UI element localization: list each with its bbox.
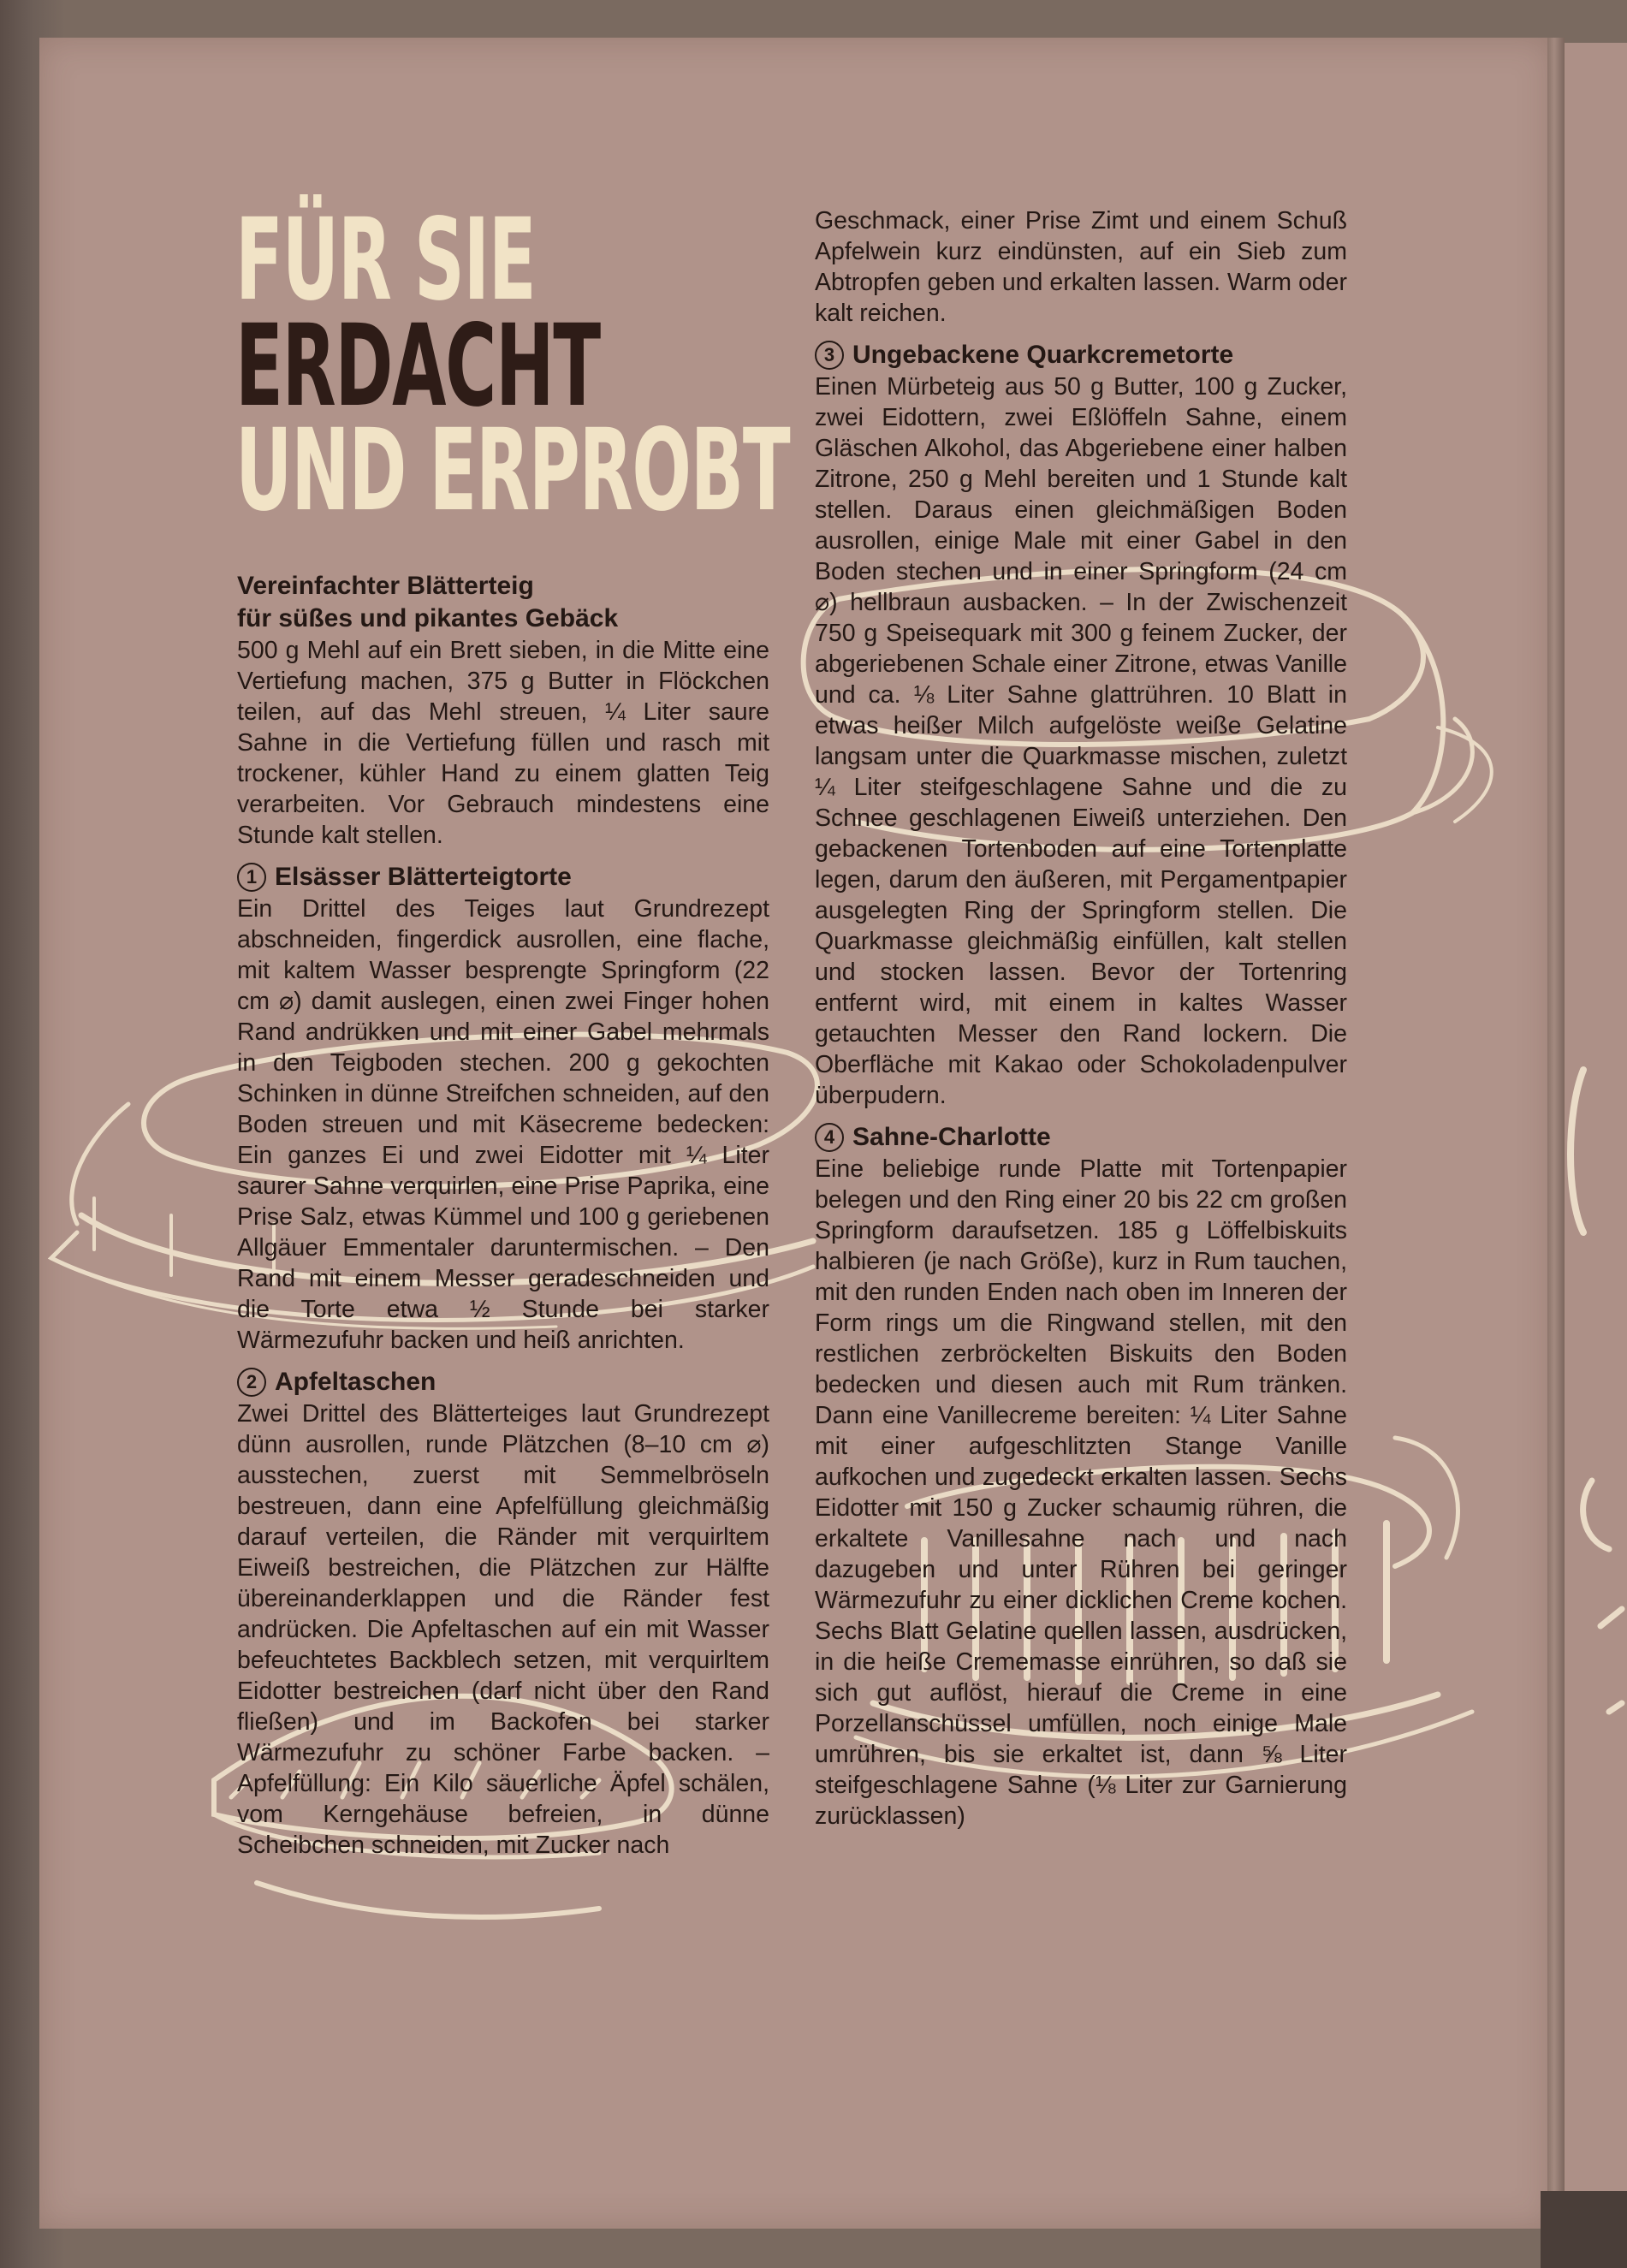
recipe-3-title: Ungebackene Quarkcremetorte bbox=[852, 341, 1234, 369]
intro-heading-line-1: Vereinfachter Blätterteig bbox=[237, 572, 534, 600]
recipe-4-heading bbox=[815, 1121, 1347, 1154]
recipe-4-text: Eine beliebige runde Platte mit Tortenpapier belegen und den Ring einer 20 bis 22 cm großen Springform daraufsetzen. 185 g Löffelbiskuits halbieren (je nach Größe), kurz in Rum tauchen, mit den runden Enden nach oben im Inneren der Form rings um die Ringwand stellen, mit den restlichen zerbröckelten Biskuits den Boden bedecken und diesen auch mit Rum tränken. Dann eine Vanillecreme bereiten: ¼ Liter Sahne mit einer aufgeschlitzten Stange Vanille aufkochen und zugedeckt erkalten lassen. Sechs Eidotter mit 150 g Zucker schaumig rühren, die erkaltete Vanillesahne nach und nach dazugeben und unter Rühren bei geringer Wärmezufuhr zu einer dicklichen Creme kochen. Sechs Blatt Gelatine quellen lassen, ausdrücken, in die heiße Crememasse einrühren, so daß sie sich gut auflöst, hierauf die Creme in eine Porzellanschüssel umfüllen, noch einige Male umrühren, bis sie erkaltet ist, dann ⅝ Liter steifgeschlagene Sahne (⅛ Liter zur Garnierung zurücklassen) bbox=[815, 1155, 1347, 1830]
intro-heading-line-2: für süßes und pikantes Gebäck bbox=[237, 604, 619, 632]
title-line-2: ERDACHT bbox=[235, 300, 600, 432]
recipe-4-number: 4 bbox=[815, 1123, 844, 1152]
recipe-1-heading bbox=[237, 861, 769, 894]
recipe-3-text: Einen Mürbeteig aus 50 g Butter, 100 g Zucker, zwei Eidottern, zwei Eßlöffeln Sahne, einem Gläschen Alkohol, das Abgeriebene einer halben Zitrone, 250 g Mehl bereiten und 1 Stunde kalt stellen. Daraus einen gleichmäßigen Boden ausrollen, einige Male mit einer Gabel in den Boden stechen und in einer Springform (24 cm ⌀) hellbraun ausbacken. – In der Zwischenzeit 750 g Speisequark mit 300 g feinem Zucker, der abgeriebenen Schale einer Zitrone, etwas Vanille und ca. ⅛ Liter Sahne glattrühren. 10 Blatt in etwas heißer Milch aufgelöste weiße Gelatine langsam unter die Quarkmasse mischen, zuletzt ¼ Liter steifgeschlagene Sahne und die zu Schnee geschlagenen Eiweiß unterziehen. Den gebackenen Tortenboden auf eine Tortenplatte legen, darum den äußeren, mit Pergamentpapier ausgelegten Ring der Springform stellen. Die Quarkmasse gleichmäßig einfüllen, kalt stellen und stocken lassen. Bevor der Tortenring entfernt wird, mit einem in kaltes Wasser getauchten Messer den Rand lockern. Die Oberfläche mit Kakao oder Schokoladenpulver überpudern. bbox=[815, 373, 1347, 1109]
title-line-1: FÜR SIE bbox=[235, 194, 536, 326]
recipe-2-title: Apfeltaschen bbox=[275, 1368, 436, 1396]
column-left bbox=[237, 570, 769, 1861]
recipe-1-title: Elsässer Blätterteigtorte bbox=[275, 863, 572, 891]
column-right bbox=[815, 205, 1347, 1832]
recipe-2-number: 2 bbox=[237, 1368, 266, 1397]
recipe-3-heading bbox=[815, 339, 1347, 371]
recipe-3-number: 3 bbox=[815, 341, 844, 370]
recipe-2-text-continued: Geschmack, einer Prise Zimt und einem Schuß Apfelwein kurz eindünsten, auf ein Sieb zum Abtropfen geben und erkalten lassen. Warm oder kalt reichen. bbox=[815, 207, 1347, 327]
recipe-2-text: Zwei Drittel des Blätterteiges laut Grundrezept dünn ausrollen, runde Plätzchen (8–10 cm ⌀) ausstechen, zuerst mit Semmelbröseln bestreuen, dann eine Apfelfüllung gleichmäßig darauf verteilen, die Ränder mit verquirltem Eiweiß bestreichen, die Plätzchen zur Hälfte übereinanderklappen und die Ränder fest andrücken. Die Apfeltaschen auf ein mit Wasser befeuchtetes Backblech setzen, mit verquirltem Eidotter bestreichen (darf nicht über den Rand fließen) und im Backofen bei starker Wärmezufuhr zu schöner Farbe backen. – Apfelfüllung: Ein Kilo säuerliche Äpfel schälen, vom Kerngehäuse befreien, in dünne Scheibchen schneiden, mit Zucker nach bbox=[237, 1400, 769, 1859]
recipe-1-number: 1 bbox=[237, 863, 266, 892]
recipe-2-heading bbox=[237, 1366, 769, 1398]
intro-text: 500 g Mehl auf ein Brett sieben, in die Mitte eine Vertiefung machen, 375 g Butter in Flöckchen teilen, auf das Mehl streuen, ¼ Liter saure Sahne in die Vertiefung füllen und rasch mit trockener, kühler Hand zu einem glatten Teig verarbeiten. Vor Gebrauch mindestens eine Stunde kalt stellen. bbox=[237, 637, 769, 849]
title-line-3: UND ERPROBT bbox=[235, 405, 790, 537]
recipe-4-title: Sahne-Charlotte bbox=[852, 1123, 1051, 1151]
recipe-1-text: Ein Drittel des Teiges laut Grundrezept abschneiden, fingerdick ausrollen, eine flache, mit kaltem Wasser besprengte Springform (22 cm ⌀) damit auslegen, einen zwei Finger hohen Rand andrükken und mit einer Gabel mehrmals in den Teigboden stechen. 200 g gekochten Schinken in dünne Streifchen schneiden, auf den Boden streuen und mit Käsecreme bedecken: Ein ganzes Ei und zwei Eidotter mit ¼ Liter saurer Sahne verquirlen, eine Prise Paprika, eine Prise Salz, etwas Kümmel und 100 g geriebenen Allgäuer Emmentaler daruntermischen. – Den Rand mit einem Messer geradeschneiden und die Torte etwa ½ Stunde bei starker Wärmezufuhr backen und heiß anrichten. bbox=[237, 895, 769, 1354]
